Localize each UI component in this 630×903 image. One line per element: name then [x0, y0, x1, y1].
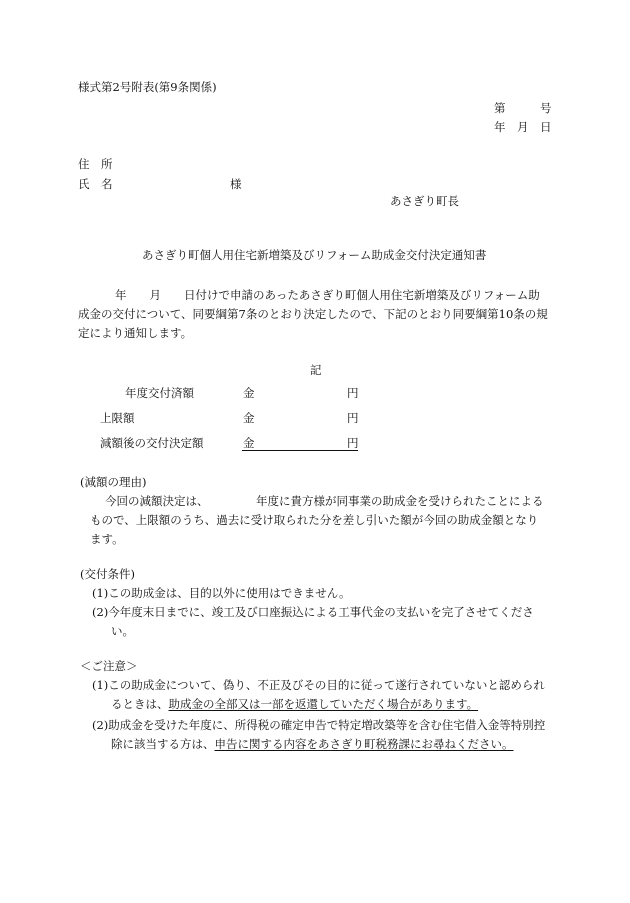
intro-line-3: 定により通知します。	[78, 326, 193, 340]
doc-number-dai: 第	[494, 101, 506, 115]
amount-en-paid: 円	[347, 386, 359, 400]
notice-heading: ＜ご注意＞	[80, 659, 138, 673]
notice-item-1b-underlined: 助成金の全部又は一部を返還していただく場合があります。	[168, 697, 479, 711]
ki-marker: 記	[310, 363, 322, 377]
intro-line-2: 成金の交付について、同要綱第7条のとおり決定したので、下記のとおり同要綱第10条の規	[78, 307, 548, 321]
notice-item-2b	[111, 737, 514, 751]
amount-en-final: 円	[347, 436, 359, 450]
notice-item-1b	[111, 697, 478, 711]
notice-item-1b-plain: るときは、	[111, 697, 169, 711]
sender-mayor: あさぎり町長	[390, 194, 459, 208]
reduction-heading: (減額の理由)	[80, 475, 147, 489]
form-reference: 様式第2号附表(第9条関係)	[78, 80, 217, 94]
intro-line-1: 年 月 日付けで申請のあったあさぎり町個人用住宅新増築及びリフォーム助	[115, 288, 540, 302]
condition-item-1: (1)この助成金は、目的以外に使用はできません。	[92, 586, 351, 600]
address-label: 住 所	[78, 157, 113, 171]
condition-item-2b: い。	[111, 624, 134, 638]
amount-en-limit: 円	[347, 411, 359, 425]
notice-item-2b-plain: 除に該当する方は、	[111, 737, 215, 751]
final-amount-underline	[242, 450, 358, 451]
reduction-line-1b: 年度に貴方様が同事業の助成金を受けられたことによる	[256, 494, 544, 508]
amount-kin-final: 金	[243, 436, 255, 450]
amount-kin-limit: 金	[243, 411, 255, 425]
reduction-line-3: ます。	[90, 532, 124, 546]
condition-item-2a: (2)今年度末日までに、竣工及び口座振込による工事代金の支払いを完了させてくださ	[92, 605, 534, 619]
doc-date-year: 年	[494, 120, 506, 134]
amount-label-limit: 上限額	[100, 411, 135, 425]
conditions-heading: (交付条件)	[80, 567, 135, 581]
doc-date-day: 日	[540, 120, 552, 134]
notice-item-2a: (2)助成金を受けた年度に、所得税の確定申告で特定増改築等を含む住宅借入金等特別控	[92, 718, 546, 732]
doc-number-go: 号	[540, 101, 552, 115]
document-title: あさぎり町個人用住宅新増築及びリフォーム助成金交付決定通知書	[142, 248, 487, 262]
name-label: 氏 名	[78, 177, 113, 191]
reduction-line-1a: 今回の減額決定は、	[105, 494, 209, 508]
amount-label-final: 減額後の交付決定額	[100, 436, 204, 450]
amount-kin-paid: 金	[243, 386, 255, 400]
amount-label-paid: 年度交付済額	[125, 386, 194, 400]
honorific-sama: 様	[230, 177, 242, 191]
doc-date-month: 月	[517, 120, 529, 134]
notice-item-1a: (1)この助成金について、偽り、不正及びその目的に従って遂行されていないと認められ	[92, 678, 545, 692]
notice-item-2b-underlined: 申告に関する内容をあさぎり町税務課にお尋ねください。	[214, 737, 514, 751]
reduction-line-2: もので、上限額のうち、過去に受け取られた分を差し引いた額が今回の助成金額となり	[90, 513, 539, 527]
